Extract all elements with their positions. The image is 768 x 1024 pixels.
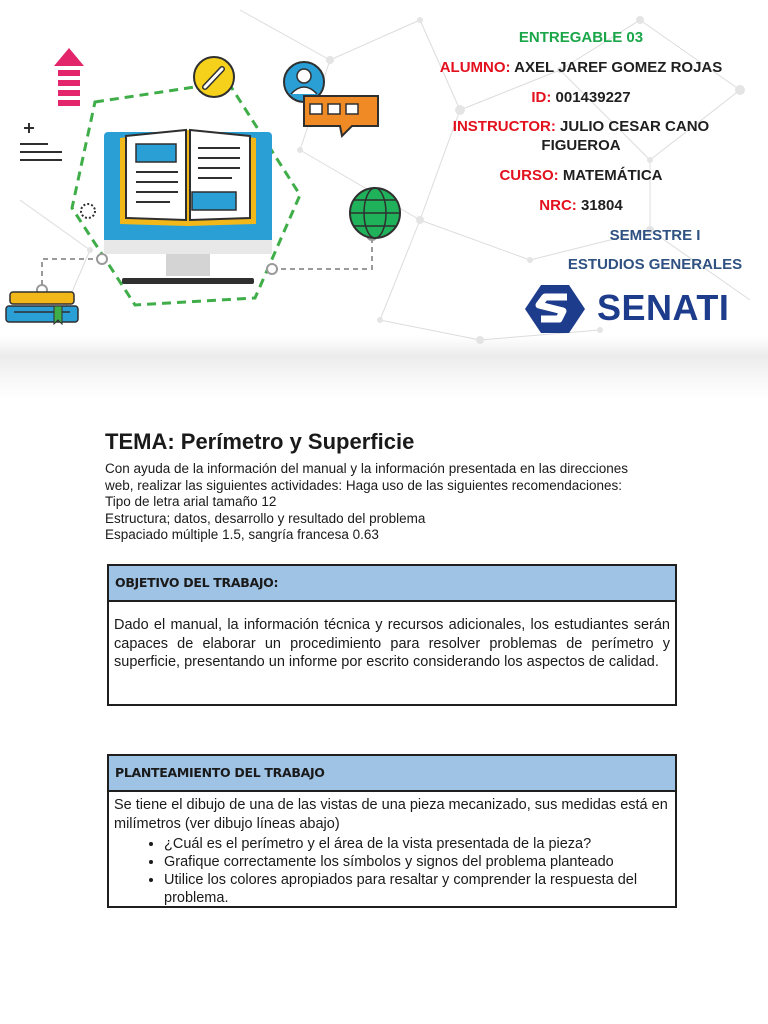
id-label: ID:: [531, 89, 552, 106]
student-value: AXEL JAREF GOMEZ ROJAS: [514, 59, 723, 76]
intro-line: Estructura; datos, desarrollo y resultado del problema: [105, 510, 426, 526]
arrow-up-icon: [54, 48, 84, 106]
cover-header: [0, 0, 768, 400]
nrc-value: 31804: [580, 197, 623, 214]
text-lines-icon: [20, 144, 62, 160]
intro-line: Tipo de letra arial tamaño 12: [105, 494, 277, 509]
course-label: CURSO:: [499, 167, 559, 184]
nrc-line: [431, 196, 731, 215]
list-item: • Utilice los colores apropiados para resaltar y comprender la respuesta del problema.: [164, 871, 670, 907]
senati-logo: [523, 283, 733, 335]
pencil-icon: [194, 57, 234, 97]
id-line: [431, 88, 731, 107]
instructor-line: [431, 117, 731, 155]
instructor-value-cont: FIGUEROA: [541, 137, 621, 154]
statement-body: [109, 792, 675, 909]
objective-text: Dado el manual, la información técnica y recursos adicionales, los estudiantes serán capaces de elaborar un procedimiento para resolver problemas de perímetro y superficie, presentando un informe por escrito considerando los aspectos de calidad.: [114, 617, 670, 670]
statement-box: [107, 754, 677, 908]
intro-line: web, realizar las siguientes actividades: Haga uso de las siguientes recomendaciones:: [105, 477, 623, 493]
objective-box: [107, 564, 677, 706]
instructor-value: JULIO CESAR CANO: [560, 118, 710, 135]
objective-heading: OBJETIVO DEL TRABAJO:: [109, 566, 675, 602]
course-line: [431, 166, 731, 185]
requirements-list: [114, 835, 670, 907]
list-item: • ¿Cuál es el perímetro y el área de la vista presentada de la pieza?: [164, 835, 670, 853]
id-value: 001439227: [555, 89, 631, 106]
senati-logo-text: SENATI: [597, 287, 730, 328]
nrc-label: NRC:: [539, 197, 577, 214]
statement-heading: PLANTEAMIENTO DEL TRABAJO: [109, 756, 675, 792]
course-value: MATEMÁTICA: [562, 167, 663, 184]
e-learning-illustration: [0, 40, 420, 340]
globe-icon: [350, 188, 400, 238]
program-text: ESTUDIOS GENERALES: [567, 256, 743, 273]
list-item: • Grafique correctamente los símbolos y signos del problema planteado: [164, 853, 670, 871]
senati-logo-icon: [523, 283, 587, 335]
open-book-icon: [120, 130, 256, 226]
student-label: ALUMNO:: [439, 59, 511, 76]
statement-text: Se tiene el dibujo de una de las vistas de una pieza mecanizado, sus medidas está en milímetros (ver dibujo líneas abajo): [114, 797, 668, 832]
books-icon: [6, 292, 78, 324]
topic-section: [105, 428, 680, 544]
intro-line: Con ayuda de la información del manual y la información presentada en las direcciones: [105, 461, 629, 476]
deliverable-title: ENTREGABLE 03: [518, 29, 644, 46]
student-line: [431, 58, 731, 77]
chat-bubble-icon: [304, 96, 378, 136]
intro-line: Espaciado múltiple 1.5, sangría francesa 0.63: [105, 527, 379, 542]
topic-title: TEMA: Perímetro y Superficie: [105, 429, 415, 454]
semester-text: SEMESTRE I: [609, 227, 701, 244]
plus-icon: [24, 123, 34, 133]
instructor-label: INSTRUCTOR:: [452, 118, 556, 135]
